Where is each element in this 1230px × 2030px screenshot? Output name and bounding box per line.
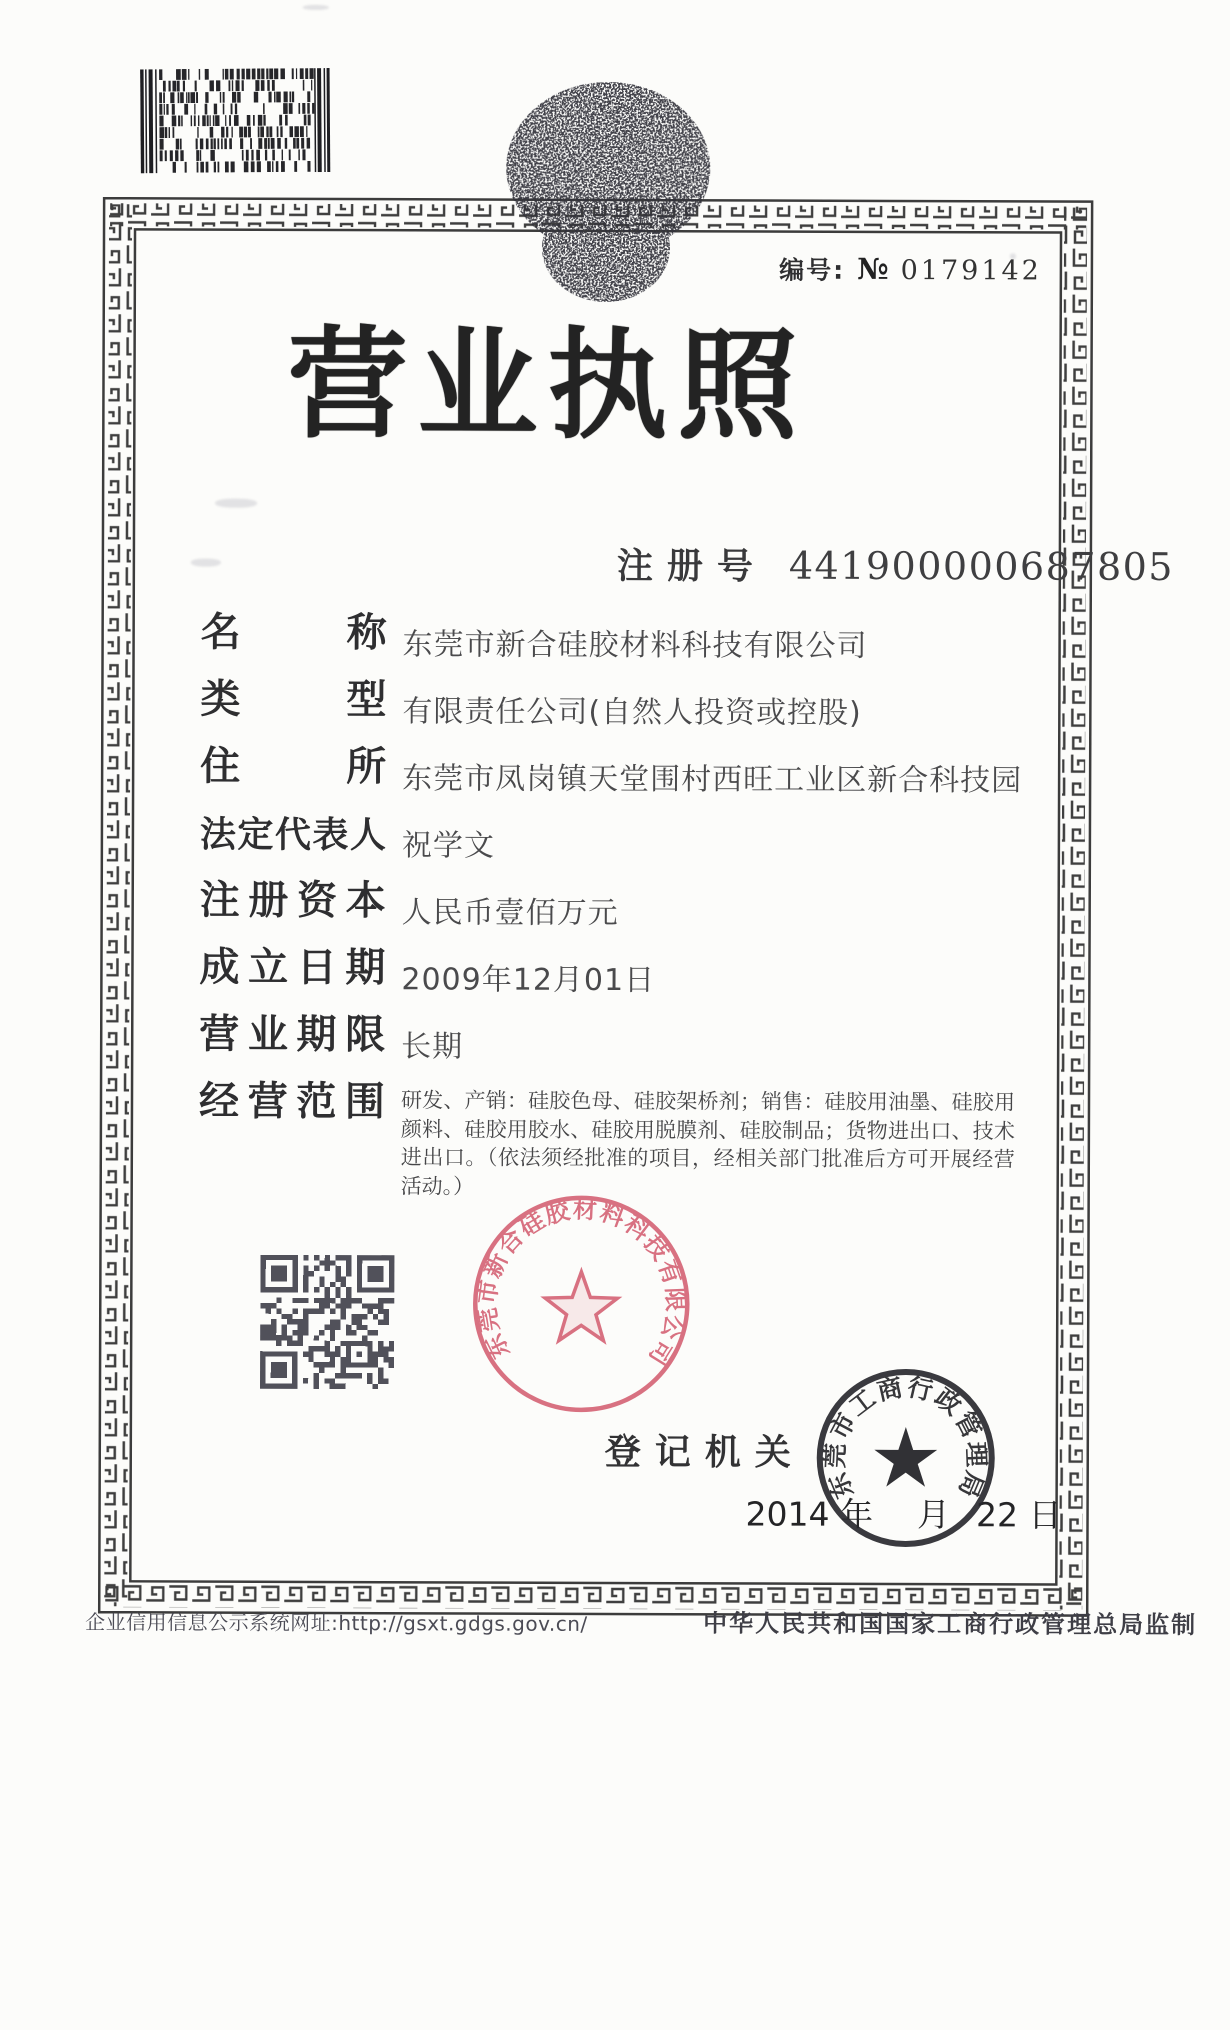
numero-sign: № — [857, 251, 889, 286]
company-seal — [461, 1183, 702, 1424]
field-label: 法 定 代 表 人 — [199, 814, 386, 857]
field-row — [199, 1013, 1089, 1083]
field-label: 类 型 — [200, 676, 387, 724]
field-label: 注 册 资 本 — [199, 877, 386, 925]
field-value: 东莞市凤岗镇天堂围村西旺工业区新合科技园 — [402, 761, 1023, 799]
registration-number-value: 441900000687805 — [788, 543, 1175, 589]
footer-issuing-authority: 中华人民共和国国家工商行政管理总局监制 — [703, 1609, 1198, 1640]
serial-number: 0179142 — [900, 254, 1042, 287]
field-row — [200, 678, 1090, 748]
serial-label: 编号: — [779, 255, 846, 285]
authority-seal-text: 东莞市工商行政管理局 — [820, 1372, 992, 1504]
field-row — [200, 812, 1090, 882]
scan-artifact — [215, 499, 257, 508]
field-value: 长期 — [401, 1029, 464, 1065]
scan-artifact — [191, 559, 221, 567]
field-value: 2009年12月01日 — [401, 962, 656, 999]
scan-artifact — [204, 959, 213, 968]
registration-number-label: 注册号 — [616, 546, 767, 588]
authority-seal-star-icon — [874, 1427, 937, 1487]
field-row — [200, 611, 1090, 681]
field-value: 研发、产销：硅胶色母、硅胶架桥剂；销售：硅胶用油墨、硅胶用颜料、硅胶用胶水、硅胶用脱膜剂、硅胶制品；货物进出口、技术进出口。（依法须经批准的项目，经相关部门批准后方可开展经营活动。） — [400, 1088, 1016, 1199]
scan-artifact — [303, 5, 329, 10]
certificate-title: 营业执照 — [287, 315, 808, 457]
fields — [199, 611, 1091, 1203]
issue-date-day: 22 日 — [975, 1495, 1062, 1535]
issue-date-month: 月 — [916, 1495, 951, 1535]
national-emblem-icon — [500, 76, 716, 309]
field-label: 住 所 — [200, 743, 387, 791]
field-value: 有限责任公司(自然人投资或控股) — [402, 694, 862, 731]
serial-number-line — [779, 251, 1042, 288]
field-label: 名 称 — [200, 609, 387, 657]
company-seal-text: 东莞市新合硅胶材料科技有限公司 — [472, 1195, 690, 1372]
field-row — [200, 879, 1090, 949]
field-label: 营 业 期 限 — [199, 1011, 386, 1059]
registration-number-row — [617, 538, 1174, 591]
company-seal-star-icon — [545, 1272, 617, 1341]
field-label: 经 营 范 围 — [198, 1078, 386, 1126]
field-row — [200, 745, 1090, 815]
registrar-label: 登记机关 — [604, 1431, 805, 1474]
footer-public-info-url: 企业信用信息公示系统网址:http://gsxt.gdgs.gov.cn/ — [85, 1610, 588, 1636]
field-value: 祝学文 — [401, 828, 495, 864]
barcode — [140, 68, 333, 173]
issue-date-year: 2014 年 — [745, 1494, 874, 1534]
authority-seal — [805, 1358, 1006, 1559]
field-value: 人民币壹佰万元 — [401, 895, 619, 932]
field-label: 成 立 日 期 — [199, 944, 386, 992]
qr-code — [260, 1255, 394, 1389]
field-value: 东莞市新合硅胶材料科技有限公司 — [402, 627, 868, 664]
scan-artifact — [1010, 253, 1016, 259]
field-row — [199, 946, 1089, 1016]
